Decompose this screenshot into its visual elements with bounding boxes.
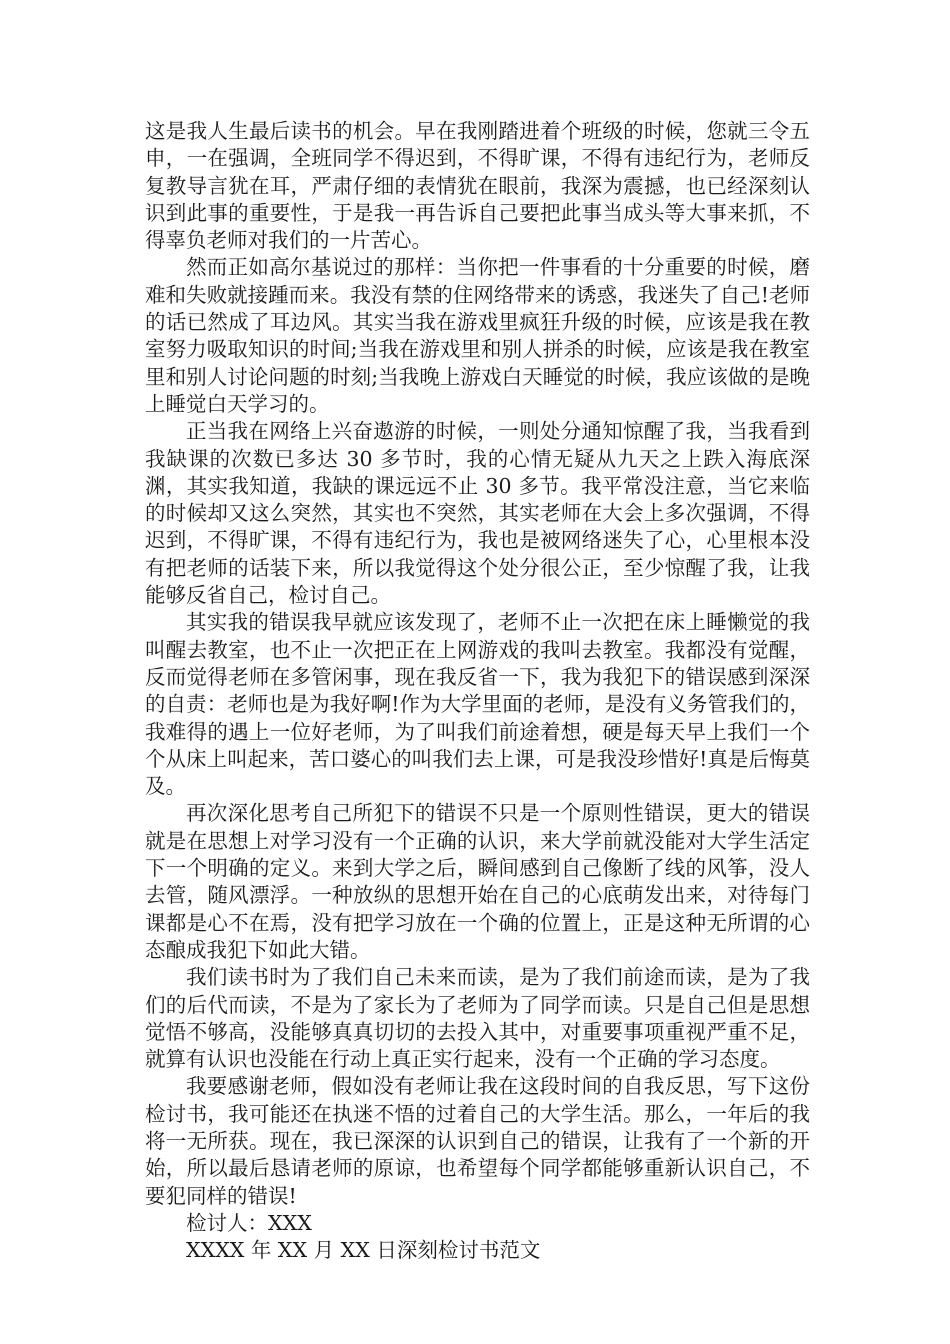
paragraph-1: 这是我人生最后读书的机会。早在我刚踏进着个班级的时候，您就三令五申，一在强调，全班同学不得迟到，不得旷课，不得有违纪行为，老师反复教导言犹在耳，严肃仔细的表情犹在眼前，我深为震撼，也已经深刻认识到此事的重要性，于是我一再告诉自己要把此事当成头等大事来抓，不得辜负老师对我们的一片苦心。: [145, 119, 810, 253]
paragraph-3: 正当我在网络上兴奋遨游的时候，一则处分通知惊醒了我，当我看到我缺课的次数已多达 30 多节时，我的心情无疑从九天之上跌入海底深渊，其实我知道，我缺的课远远不止 30 多节。我平常没注意，当它来临的时候却又这么突然，其实也不突然，其实老师在大会上多次强调，不得迟到，不得旷课，不得有违纪行为，我也是被网络迷失了心，心里根本没有把老师的话装下来，所以我觉得这个处分很公正，至少惊醒了我，让我能够反省自己，检讨自己。: [145, 419, 810, 608]
paragraph-5: 再次深化思考自己所犯下的错误不只是一个原则性错误，更大的错误就是在思想上对学习没有一个正确的认识，来大学前就没能对大学生活定下一个明确的定义。来到大学之后，瞬间感到自己像断了线的风筝，没人去管，随风漂浮。一种放纵的思想开始在自己的心底萌发出来，对待每门课都是心不在焉，没有把学习放在一个确的位置上，正是这种无所谓的心态酿成我犯下如此大错。: [145, 801, 810, 962]
document-body: [145, 118, 810, 1264]
paragraph-2: 然而正如高尔基说过的那样：当你把一件事看的十分重要的时候，磨难和失败就接踵而来。我没有禁的住网络带来的诱惑，我迷失了自己!老师的话已然成了耳边风。其实当我在游戏里疯狂升级的时候，应该是我在教室努力吸取知识的时间;当我在游戏里和别人拼杀的时候，应该是我在教室里和别人讨论问题的时刻;当我晚上游戏白天睡觉的时候，我应该做的是晚上睡觉白天学习的。: [145, 255, 810, 416]
date-line: XXXX 年 XX 月 XX 日深刻检讨书范文: [186, 1238, 541, 1263]
paragraph-4: 其实我的错误我早就应该发现了，老师不止一次把在床上睡懒觉的我叫醒去教室，也不止一次把正在上网游戏的我叫去教室。我都没有觉醒，反而觉得老师在多管闲事，现在我反省一下，我为我犯下的错误感到深深的自责：老师也是为我好啊!作为大学里面的老师，是没有义务管我们的，我难得的遇上一位好老师，为了叫我们前途着想，硬是每天早上我们一个个从床上叫起来，苦口婆心的叫我们去上课，可是我没珍惜好!真是后悔莫及。: [145, 610, 810, 799]
signature-line: 检讨人：XXX: [186, 1210, 312, 1235]
paragraph-7: 我要感谢老师，假如没有老师让我在这段时间的自我反思，写下这份检讨书，我可能还在执迷不悟的过着自己的大学生活。那么，一年后的我将一无所获。现在，我已深深的认识到自己的错误，让我有了一个新的开始，所以最后恳请老师的原谅，也希望每个同学都能够重新认识自己，不要犯同样的错误!: [145, 1074, 810, 1208]
paragraph-6: 我们读书时为了我们自己未来而读，是为了我们前途而读，是为了我们的后代而读，不是为了家长为了老师为了同学而读。只是自己但是思想觉悟不够高，没能够真真切切的去投入其中，对重要事项重视严重不足，就算有认识也没能在行动上真正实行起来，没有一个正确的学习态度。: [145, 965, 810, 1072]
